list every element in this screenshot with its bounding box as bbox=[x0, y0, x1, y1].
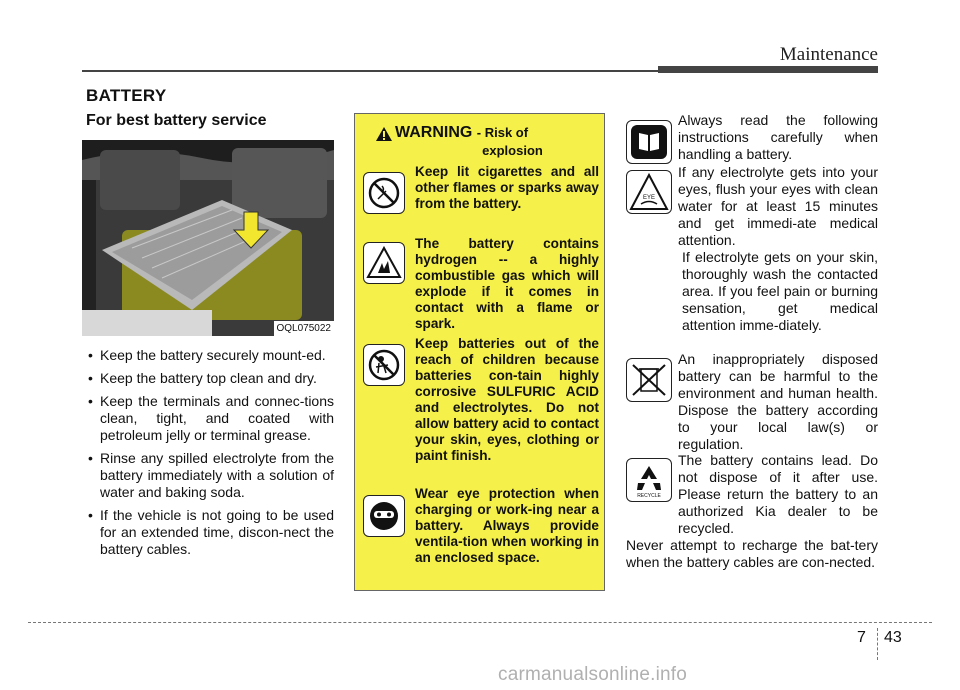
svg-text:RECYCLE: RECYCLE bbox=[637, 493, 661, 499]
engine-bay-illustration bbox=[82, 140, 334, 336]
subheading: For best battery service bbox=[86, 112, 267, 129]
watermark: carmanualsonline.info bbox=[498, 664, 688, 685]
list-item: • Keep the battery top clean and dry. bbox=[86, 370, 334, 387]
eyes-text: If any electrolyte gets into your eyes, flush your eyes with clean water for at least 15 minutes and get immedi-ate medical attention. bbox=[678, 164, 878, 248]
battery-care-list bbox=[86, 347, 334, 564]
recharge-text: Never attempt to recharge the bat-tery when the battery cables are con-nected. bbox=[626, 537, 878, 570]
footer-divider bbox=[877, 628, 878, 660]
lead-text: The battery contains lead. Do not dispose of it after use. Please return the battery to an authorized Kia dealer to be recycled. bbox=[678, 452, 878, 536]
keep-from-children-icon bbox=[363, 344, 405, 386]
skin-text: If electrolyte gets on your skin, thoroughly wash the contacted area. If you feel pain or burning sensation, get medical attention imme-diately. bbox=[682, 249, 878, 333]
warning-subtitle-cont: explosion bbox=[482, 143, 543, 158]
warning-item-children: Keep batteries out of the reach of children because batteries con-tain highly corrosive SULFURIC ACID and electrolytes. Do not allow battery acid to contact your skin, eyes, clothing or paint finish. bbox=[415, 336, 599, 463]
warning-icon bbox=[375, 126, 393, 142]
svg-text:EYE: EYE bbox=[642, 195, 656, 201]
section-title: BATTERY bbox=[86, 86, 167, 105]
warning-heading bbox=[395, 124, 600, 158]
header-title: Maintenance bbox=[779, 44, 878, 65]
warning-item-hydrogen: The battery contains hydrogen -- a highly combustible gas which will explode if it comes in contact with a flame or spark. bbox=[415, 236, 599, 331]
warning-item-eye: Wear eye protection when charging or work-ing near a battery. Always provide ventila-tion when working in an enclosed space. bbox=[415, 486, 599, 565]
chapter-number: 7 bbox=[857, 629, 866, 646]
list-item: • Rinse any spilled electrolyte from the battery immediately with a solution of water and baking soda. bbox=[86, 450, 334, 501]
list-item: • If the vehicle is not going to be used for an extended time, discon-nect the battery cables. bbox=[86, 507, 334, 558]
warning-subtitle: - Risk of bbox=[476, 125, 529, 140]
photo-label: OQL075022 bbox=[274, 321, 335, 336]
eye-flush-icon bbox=[626, 170, 672, 214]
no-dispose-icon bbox=[626, 358, 672, 402]
battery-photo bbox=[82, 140, 334, 336]
header-bar bbox=[658, 66, 878, 73]
list-item: • Keep the terminals and connec-tions clean, tight, and coated with petroleum jelly or terminal grease. bbox=[86, 393, 334, 444]
explosion-icon bbox=[363, 242, 405, 284]
read-manual-icon bbox=[626, 120, 672, 164]
warning-item-flames: Keep lit cigarettes and all other flames or sparks away from the battery. bbox=[415, 164, 599, 211]
no-flame-icon bbox=[363, 172, 405, 214]
page-number: 43 bbox=[884, 629, 902, 646]
footer-rule bbox=[28, 622, 932, 623]
dispose-text: An inappropriately disposed battery can be harmful to the environment and human health. Dispose the battery according to your local law(s) or regulation. bbox=[678, 351, 878, 452]
recycle-icon bbox=[626, 458, 672, 502]
warning-box bbox=[354, 113, 605, 591]
eye-protection-icon bbox=[363, 495, 405, 537]
warning-title: WARNING bbox=[395, 124, 473, 141]
list-item: • Keep the battery securely mount-ed. bbox=[86, 347, 334, 364]
read-instructions-text: Always read the following instructions carefully when handling a battery. bbox=[678, 112, 878, 162]
